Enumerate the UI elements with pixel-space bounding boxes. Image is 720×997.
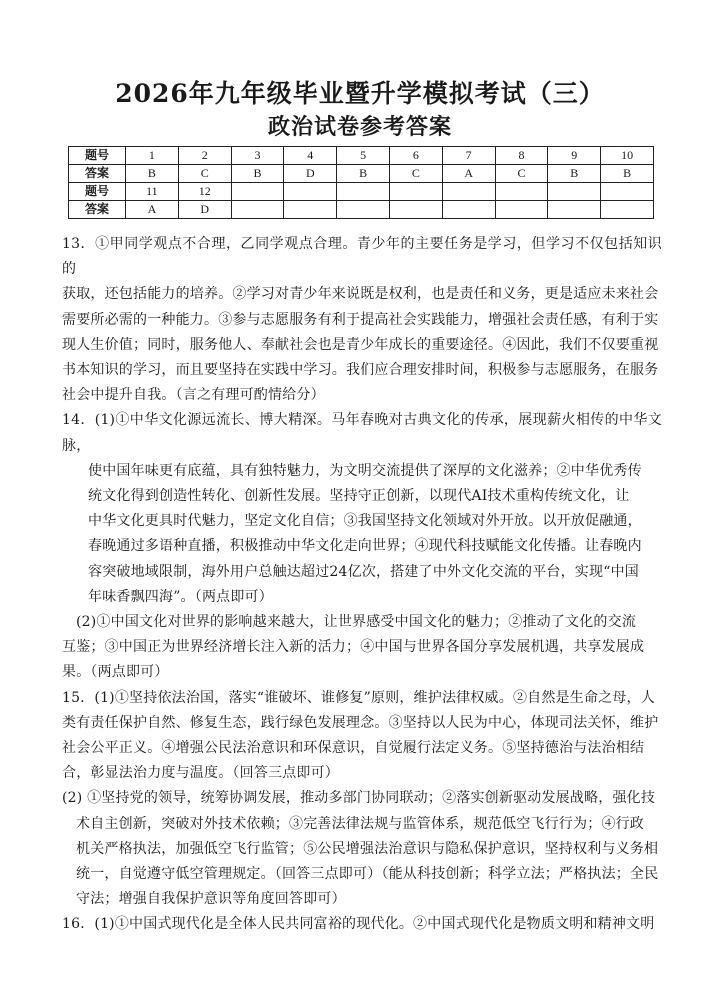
table-cell: C [178,165,231,183]
question-14-part-1 [62,408,662,610]
table-cell: A [126,201,179,219]
table-cell: 6 [389,147,442,165]
row-label: 答案 [69,201,126,219]
table-cell: B [126,165,179,183]
text-line: 统文化得到创造性转化、创新性发展。坚持守正创新，以现代AI技术重构传统文化，让 [88,488,630,505]
table-row [69,201,654,219]
table-cell: D [284,165,337,183]
table-cell [389,183,442,201]
text-line: 社会中提升自我。（言之有理可酌情给分） [62,387,325,404]
row-label: 题号 [69,183,126,201]
question-13 [62,232,662,408]
table-cell: 3 [231,147,284,165]
text-line: 中华文化更具时代魅力，坚定文化自信；③我国坚持文化领域对外开放。以开放促融通， [88,513,642,530]
page-subtitle: 政治试卷参考答案 [267,114,452,140]
row-label: 题号 [69,147,126,165]
text-line: 容突破地域限制，海外用户总触达超过24亿次，搭建了中外文化交流的平台，实现“中国 [88,563,639,580]
text-line: 术自主创新，突破对外技术依赖；③完善法律法规与监管体系，规范低空飞行行为；④行政 [76,815,644,832]
table-cell [548,201,601,219]
text-line: 统一，自觉遵守低空管理规定。（回答三点即可）（能从科技创新；科学立法；严格执法；全民 [76,866,659,883]
row-label: 答案 [69,165,126,183]
text-line: 类有责任保护自然、修复生态，践行绿色发展理念。③坚持以人民为中心，体现司法关怀，维护 [62,714,659,731]
text-line: 使中国年味更有底蕴，具有独特魅力，为文明交流提供了深厚的文化滋养；②中华优秀传 [88,462,642,479]
text-line: 书本知识的学习，而且要坚持在实践中学习。我们应合理安排时间，积极参与志愿服务，在服务 [62,362,659,379]
table-cell: 11 [126,183,179,201]
table-cell [284,201,337,219]
table-cell: 5 [337,147,390,165]
text-line: 社会公平正义。④增强公民法治意识和环保意识，自觉履行法定义务。⑤坚持德治与法治相结 [62,740,645,757]
table-cell [442,201,495,219]
text-line: 16．(1)①中国式现代化是全体人民共同富裕的现代化。②中国式现代化是物质文明和精神文明 [62,916,655,933]
table-cell [337,183,390,201]
text-line: 13．①甲同学观点不合理，乙同学观点合理。青少年的主要任务是学习，但学习不仅包括知识的 [62,236,662,278]
question-16 [62,912,662,937]
text-line: 14．(1)①中华文化源远流长、博大精深。马年春晚对古典文化的传承，展现薪火相传的中华文脉， [62,412,662,454]
text-line: (2) ①坚持党的领导，统筹协调发展，推动多部门协同联动；②落实创新驱动发展战略，强化技 [62,790,656,807]
text-line: 机关严格执法，加强低空飞行监管；⑤公民增强法治意识与隐私保护意识，坚持权利与义务相 [76,840,659,857]
table-cell: B [337,165,390,183]
question-15-part-1 [62,686,662,787]
answer-body [62,232,662,938]
table-cell [601,201,654,219]
text-line: 春晚通过多语种直播，积极推动中华文化走向世界；④现代科技赋能文化传播。让春晚内 [88,538,642,555]
table-cell: B [548,165,601,183]
table-cell: 12 [178,183,231,201]
question-14-part-2 [62,610,662,686]
table-cell: C [495,165,548,183]
table-cell: C [389,165,442,183]
table-cell [337,201,390,219]
table-cell [389,201,442,219]
text-line: 现人生价值；同时，服务他人、奉献社会也是青少年成长的重要途径。④因此，我们不仅要重视 [62,336,659,353]
table-cell: 4 [284,147,337,165]
text-line: 合，彰显法治力度与温度。（回答三点即可） [62,765,339,782]
table-cell: 7 [442,147,495,165]
table-row [69,183,654,201]
table-cell [548,183,601,201]
text-line: 需要所必需的一种能力。③参与志愿服务有利于提高社会实践能力，增强社会责任感，有利于实 [62,311,659,328]
table-row [69,147,654,165]
table-cell [495,201,548,219]
table-cell: 8 [495,147,548,165]
table-cell [601,183,654,201]
table-cell [442,183,495,201]
text-line: (2)①中国文化对世界的影响越来越大，让世界感受中国文化的魅力；②推动了文化的交流 [76,614,637,631]
text-line: 15．(1)①坚持依法治国，落实“谁破坏、谁修复”原则，维护法律权威。②自然是生命之母，人 [62,689,655,706]
page-title: 2026年九年级毕业暨升学模拟考试（三） [115,79,605,108]
table-cell: A [442,165,495,183]
table-row [69,165,654,183]
table-cell: 9 [548,147,601,165]
table-cell: D [178,201,231,219]
table-cell: 1 [126,147,179,165]
question-15-part-2 [62,786,662,912]
text-line: 果。（两点即可） [62,664,169,681]
table-cell [284,183,337,201]
text-line: 获取，还包括能力的培养。②学习对青少年来说既是权利，也是责任和义务，更是适应未来社会 [62,286,659,303]
table-cell: 2 [178,147,231,165]
table-cell [495,183,548,201]
text-line: 守法；增强自我保护意识等角度回答即可） [76,891,346,908]
text-line: 年味香飘四海”。（两点即可） [88,588,273,605]
table-cell [231,201,284,219]
table-cell [231,183,284,201]
answer-table [68,146,654,219]
table-cell: 10 [601,147,654,165]
text-line: 互鉴；③中国正为世界经济增长注入新的活力；④中国与世界各国分享发展机遇，共享发展成 [62,639,645,656]
table-cell: B [231,165,284,183]
table-cell: B [601,165,654,183]
